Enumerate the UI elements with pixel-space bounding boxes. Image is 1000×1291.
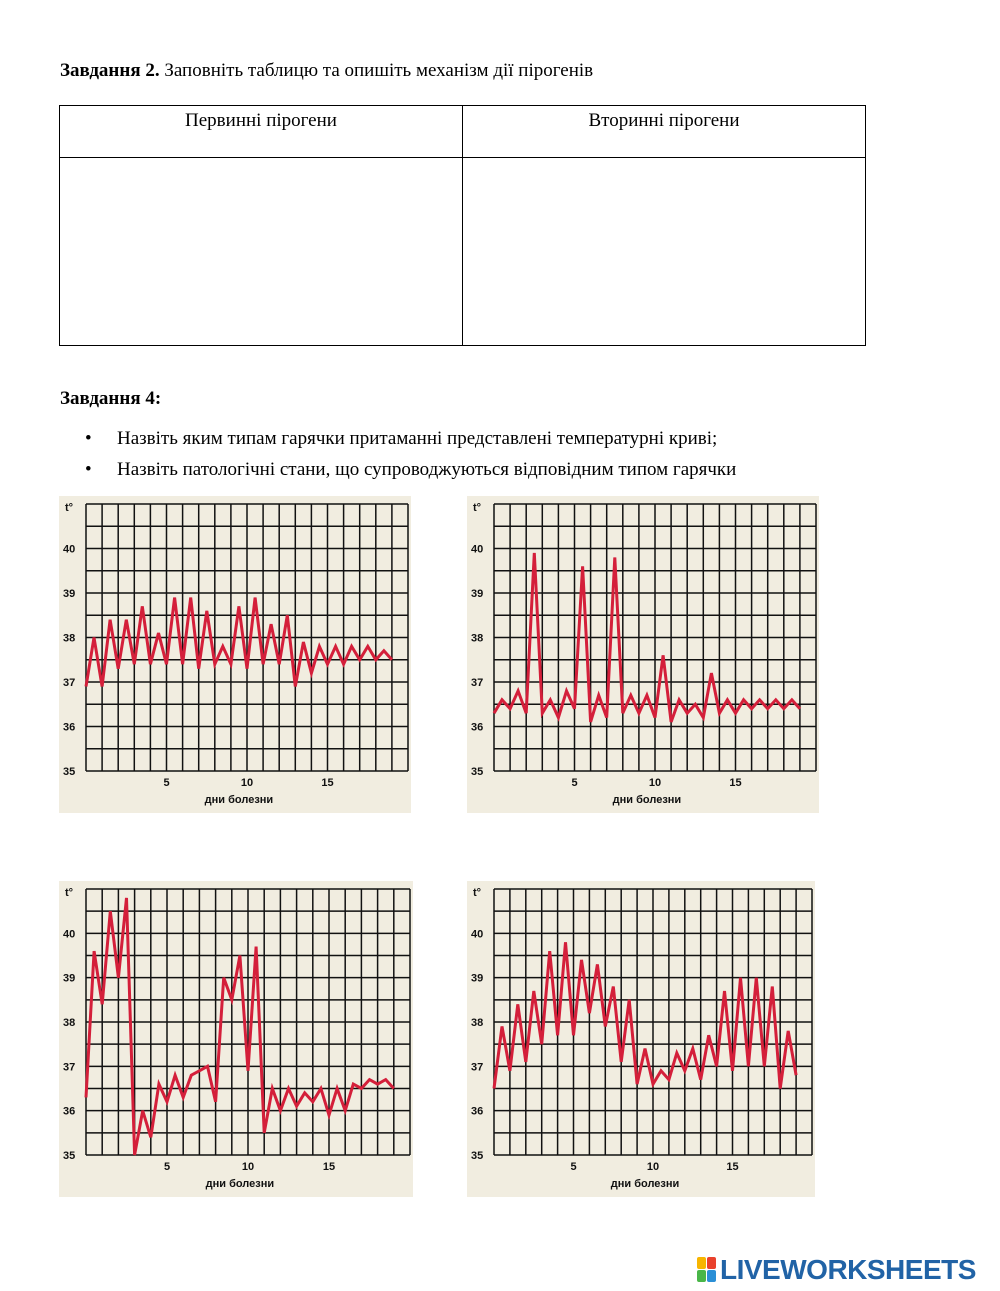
liveworksheets-logo-mark xyxy=(697,1257,717,1283)
chart-svg xyxy=(467,496,819,813)
y-tick-label: 36 xyxy=(471,721,484,734)
chart-grid xyxy=(494,504,816,771)
x-axis-label: дни болезни xyxy=(204,794,274,806)
y-tick-label: 40 xyxy=(471,928,484,941)
y-axis-label: t° xyxy=(65,502,74,514)
x-axis-label: дни болезни xyxy=(612,794,682,806)
pyrogen-table xyxy=(59,105,866,346)
temperature-chart-1 xyxy=(59,496,411,813)
x-tick-label: 5 xyxy=(571,777,578,789)
y-tick-label: 39 xyxy=(63,972,76,985)
liveworksheets-logo-text: LIVEWORKSHEETS xyxy=(720,1254,976,1285)
x-tick-label: 10 xyxy=(648,777,662,789)
y-tick-label: 35 xyxy=(471,766,484,778)
temperature-curve xyxy=(86,898,394,1155)
x-tick-label: 5 xyxy=(163,1161,171,1173)
table-cell-secondary-answer[interactable] xyxy=(463,158,866,346)
x-tick-label: 5 xyxy=(570,1161,577,1173)
y-axis-label: t° xyxy=(65,887,74,899)
y-tick-label: 36 xyxy=(63,721,76,734)
y-tick-label: 35 xyxy=(471,1150,484,1162)
temperature-chart-2 xyxy=(467,496,819,813)
y-tick-label: 39 xyxy=(471,972,484,985)
x-tick-label: 15 xyxy=(729,777,742,789)
y-tick-label: 35 xyxy=(63,1150,76,1162)
y-tick-label: 36 xyxy=(471,1105,484,1118)
table-cell-primary-answer[interactable] xyxy=(60,158,463,346)
y-axis-label: t° xyxy=(473,887,482,899)
x-axis-label: дни болезни xyxy=(610,1178,680,1190)
y-tick-label: 39 xyxy=(471,588,484,600)
y-tick-label: 40 xyxy=(63,928,76,941)
x-tick-label: 10 xyxy=(240,777,254,789)
x-axis-label: дни болезни xyxy=(205,1178,275,1190)
y-tick-label: 38 xyxy=(471,632,484,645)
y-tick-label: 38 xyxy=(63,1017,76,1029)
y-tick-label: 38 xyxy=(471,1017,484,1029)
y-tick-label: 38 xyxy=(63,632,76,645)
task4-bullet-list xyxy=(85,428,736,490)
x-tick-label: 10 xyxy=(646,1161,660,1173)
temperature-chart-4 xyxy=(467,881,815,1197)
temperature-chart-3 xyxy=(59,881,413,1197)
task4-label: Завдання 4: xyxy=(60,388,162,409)
y-tick-label: 40 xyxy=(63,543,76,556)
chart-svg xyxy=(59,881,413,1197)
chart-svg xyxy=(467,881,815,1197)
chart-grid xyxy=(494,889,812,1155)
y-tick-label: 37 xyxy=(471,677,484,689)
chart-svg xyxy=(59,496,411,813)
y-tick-label: 35 xyxy=(63,766,76,778)
y-tick-label: 37 xyxy=(63,1061,76,1074)
temperature-curve xyxy=(86,598,392,687)
x-tick-label: 10 xyxy=(241,1161,255,1173)
table-header-primary: Первинні пірогени xyxy=(60,106,463,158)
y-tick-label: 37 xyxy=(471,1061,484,1074)
y-axis-label: t° xyxy=(473,502,482,514)
y-tick-label: 40 xyxy=(471,543,484,556)
task4-bullet-1: • Назвіть яким типам гарячки притаманні представлені температурні криві; xyxy=(85,428,736,459)
table-header-secondary: Вторинні пірогени xyxy=(463,106,866,158)
x-tick-label: 15 xyxy=(321,777,334,789)
y-tick-label: 36 xyxy=(63,1105,76,1118)
task2-label: Завдання 2. xyxy=(60,60,160,81)
task2-text: Заповніть таблицю та опишіть механізм дії пірогенів xyxy=(159,60,594,81)
y-tick-label: 37 xyxy=(63,677,76,689)
y-tick-label: 39 xyxy=(63,588,76,600)
task4-heading xyxy=(60,388,161,410)
x-tick-label: 5 xyxy=(163,777,170,789)
chart-grid xyxy=(86,504,408,771)
x-tick-label: 15 xyxy=(322,1161,336,1173)
liveworksheets-logo xyxy=(697,1256,976,1284)
task4-bullet-2: • Назвіть патологічні стани, що супроводжуються відповідним типом гарячки xyxy=(85,459,736,490)
x-tick-label: 15 xyxy=(726,1161,739,1173)
task2-heading xyxy=(60,60,593,82)
